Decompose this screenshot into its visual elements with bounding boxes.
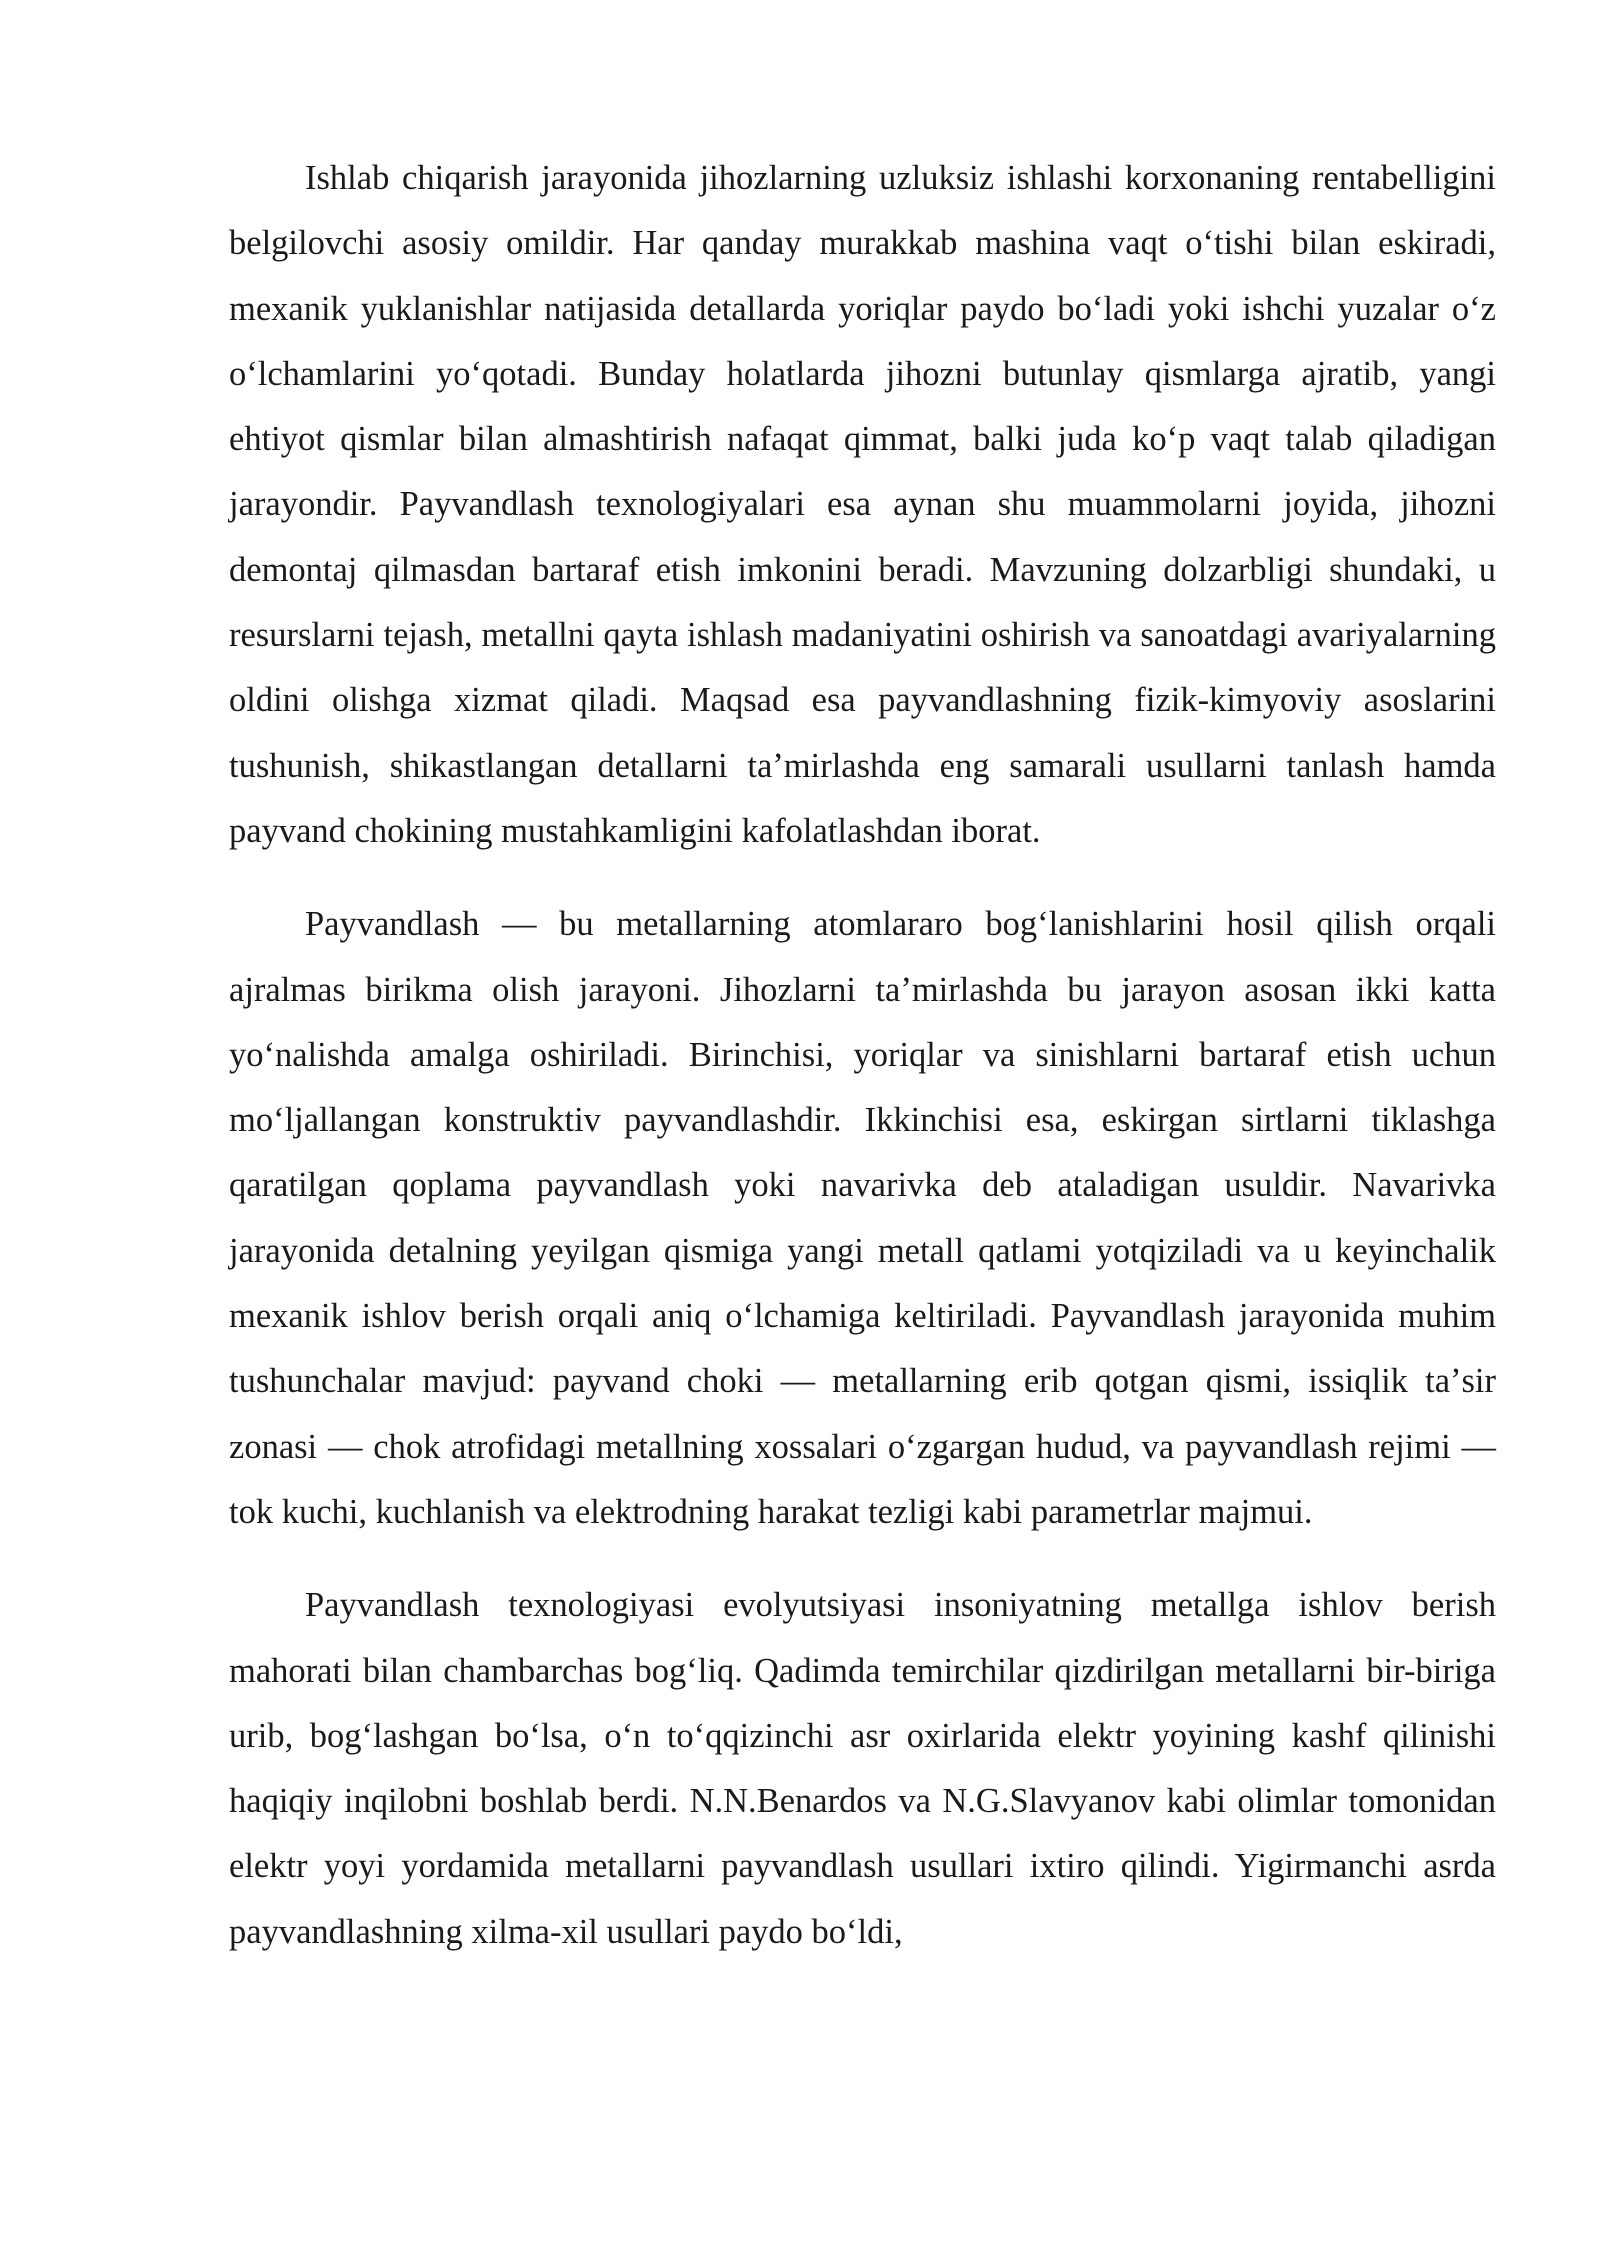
- paragraph-2: Payvandlash — bu metallarning atomlararo bogʻlanishlarini hosil qilish orqali ajralmas birikma olish jarayoni. Jihozlarni taʼmirlashda bu jarayon asosan ikki katta yoʻnalishda amalga oshiriladi. Birinchisi, yoriqlar va sinishlarni bartaraf etish uchun moʻljallangan konstruktiv payvandlashdir. Ikkinchisi esa, eskirgan sirtlarni tiklashga qaratilgan qoplama payvandlash yoki navarivka deb ataladigan usuldir. Navarivka jarayonida detalning yeyilgan qismiga yangi metall qatlami yotqiziladi va u keyinchalik mexanik ishlov berish orqali aniq oʻlchamiga keltiriladi. Payvandlash jarayonida muhim tushunchalar mavjud: payvand choki — metallarning erib qotgan qismi, issiqlik taʼsir zonasi — chok atrofidagi metallning xossalari oʻzgargan hudud, va payvandlash rejimi — tok kuchi, kuchlanish va elektrodning harakat tezligi kabi parametrlar majmui.: [229, 905, 1496, 1531]
- document-body: [229, 146, 1496, 1965]
- paragraph-1: Ishlab chiqarish jarayonida jihozlarning uzluksiz ishlashi korxonaning rentabelligini belgilovchi asosiy omildir. Har qanday murakkab mashina vaqt oʻtishi bilan eskiradi, mexanik yuklanishlar natijasida detallarda yoriqlar paydo boʻladi yoki ishchi yuzalar oʻz oʻlchamlarini yoʻqotadi. Bunday holatlarda jihozni butunlay qismlarga ajratib, yangi ehtiyot qismlar bilan almashtirish nafaqat qimmat, balki juda koʻp vaqt talab qiladigan jarayondir. Payvandlash texnologiyalari esa aynan shu muammolarni joyida, jihozni demontaj qilmasdan bartaraf etish imkonini beradi. Mavzuning dolzarbligi shundaki, u resurslarni tejash, metallni qayta ishlash madaniyatini oshirish va sanoatdagi avariyalarning oldini olishga xizmat qiladi. Maqsad esa payvandlashning fizik-kimyoviy asoslarini tushunish, shikastlangan detallarni taʼmirlashda eng samarali usullarni tanlash hamda payvand chokining mustahkamligini kafolatlashdan iborat.: [229, 159, 1496, 850]
- paragraph-3: Payvandlash texnologiyasi evolyutsiyasi insoniyatning metallga ishlov berish mahorati bilan chambarchas bogʻliq. Qadimda temirchilar qizdirilgan metallarni bir-biriga urib, bogʻlashgan boʻlsa, oʻn toʻqqizinchi asr oxirlarida elektr yoyining kashf qilinishi haqiqiy inqilobni boshlab berdi. N.N.Benardos va N.G.Slavyanov kabi olimlar tomonidan elektr yoyi yordamida metallarni payvandlash usullari ixtiro qilindi. Yigirmanchi asrda payvandlashning xilma-xil usullari paydo boʻldi,: [229, 1586, 1496, 1951]
